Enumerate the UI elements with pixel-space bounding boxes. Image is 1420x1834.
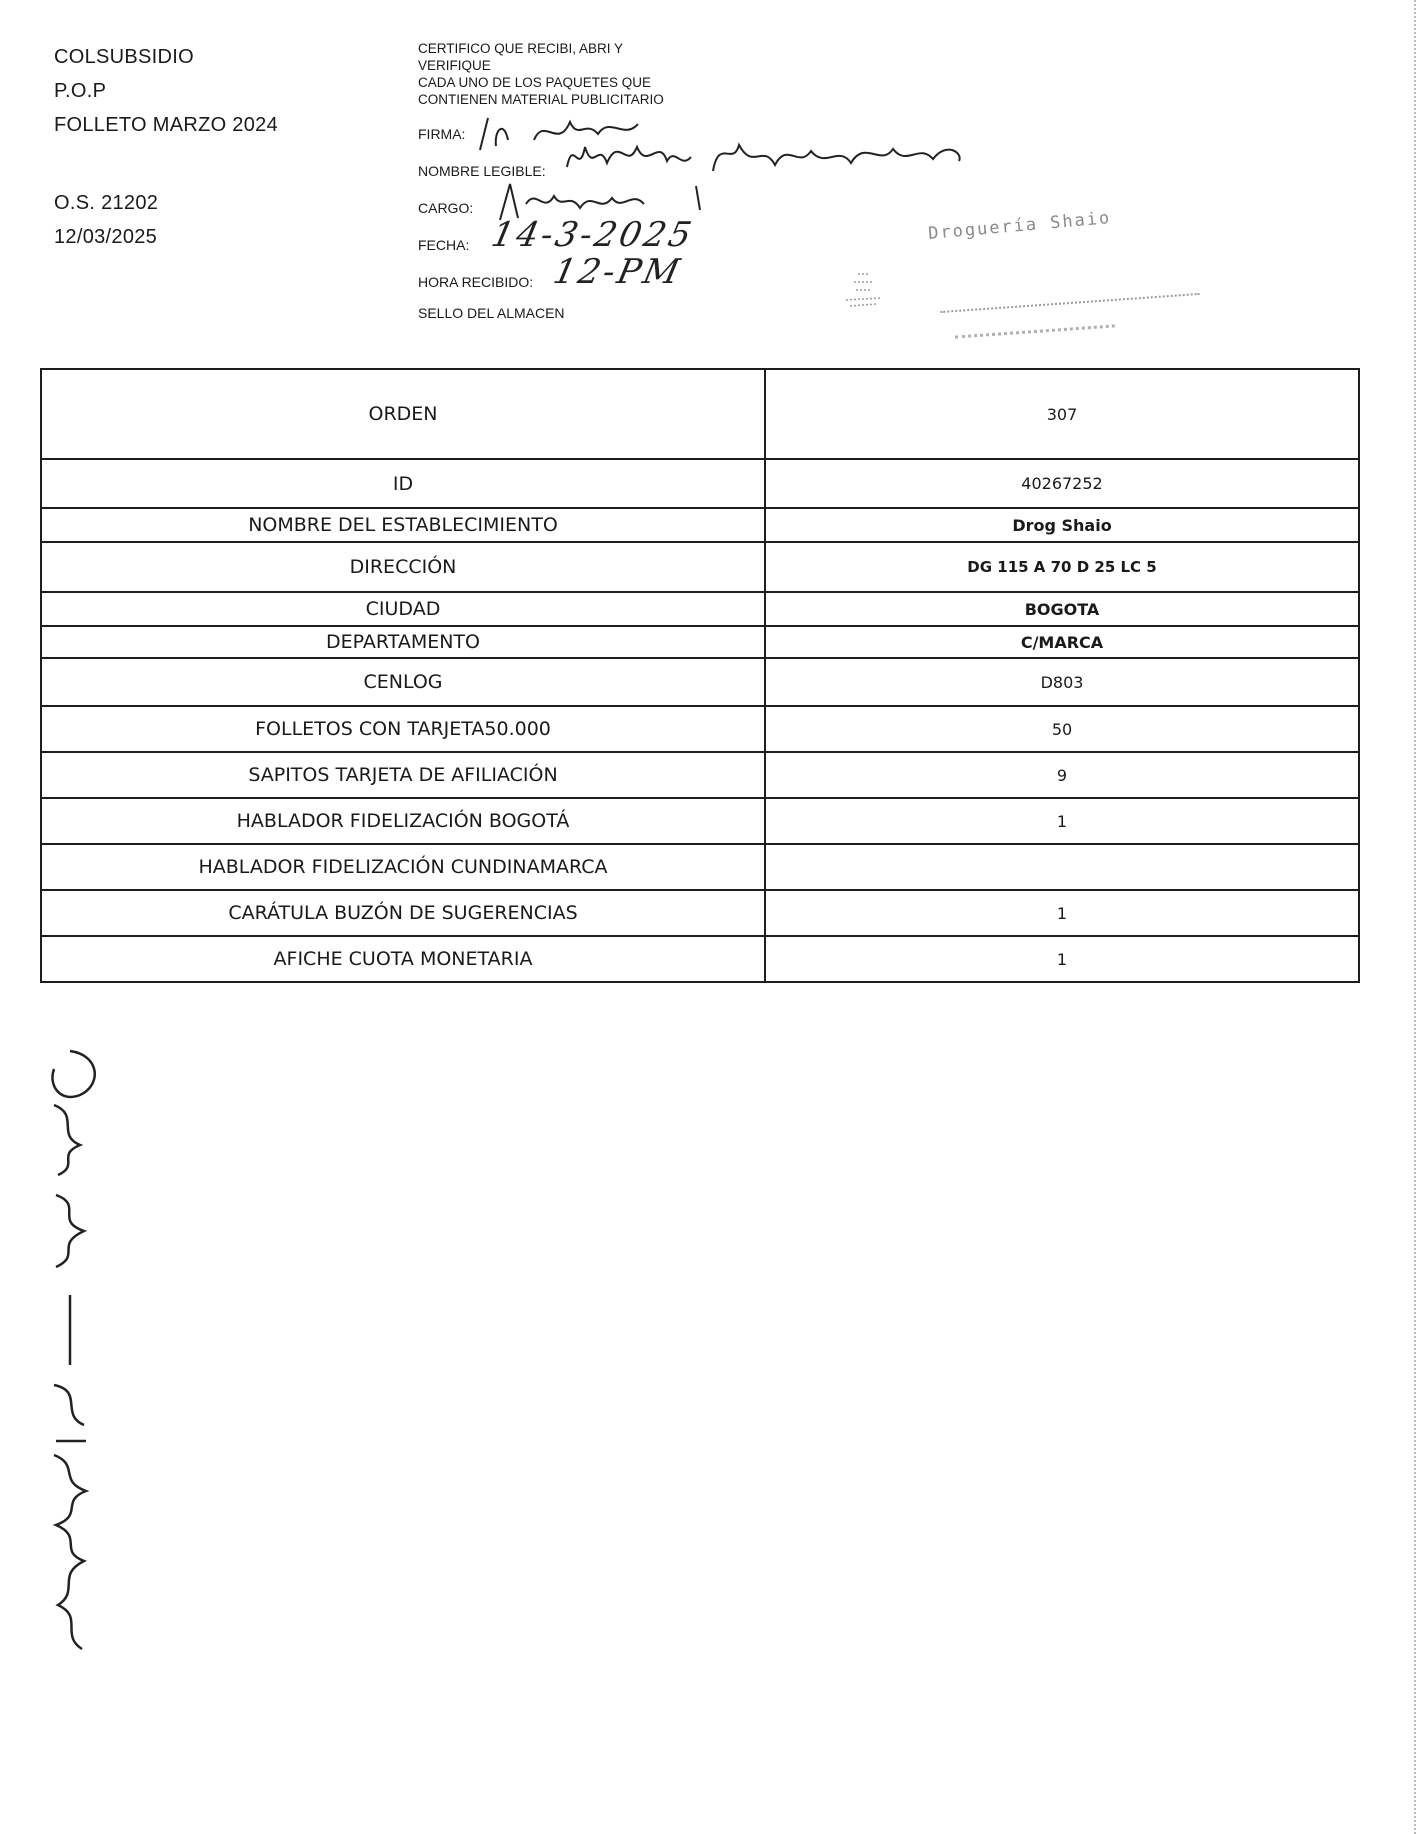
stamp-line-2 (955, 324, 1115, 339)
table-row (41, 890, 1359, 936)
row-value: Drog Shaio (765, 508, 1359, 542)
table-row (41, 508, 1359, 542)
document-date: 12/03/2025 (54, 226, 158, 248)
certificate-text (418, 40, 748, 108)
row-value: DG 115 A 70 D 25 LC 5 (765, 542, 1359, 592)
row-value: 9 (765, 752, 1359, 798)
hora-label: HORA RECIBIDO: (418, 274, 534, 290)
scan-edge (1414, 0, 1418, 1834)
table-row (41, 459, 1359, 508)
store-stamp: Droguería Shaio (927, 208, 1113, 244)
sello-label: SELLO DEL ALMACEN (418, 305, 565, 321)
cert-line-4: CONTIENEN MATERIAL PUBLICITARIO (418, 92, 664, 107)
table-row (41, 592, 1359, 626)
nombre-label: NOMBRE LEGIBLE: (418, 163, 546, 179)
fecha-handwritten: 14-3-2025 (487, 215, 698, 255)
row-label: CARÁTULA BUZÓN DE SUGERENCIAS (41, 890, 765, 936)
row-label: ORDEN (41, 369, 765, 459)
row-label: HABLADOR FIDELIZACIÓN CUNDINAMARCA (41, 844, 765, 890)
stamp-line (940, 293, 1200, 314)
hora-field (418, 252, 748, 301)
service-order: O.S. 21202 (54, 192, 159, 214)
row-label: NOMBRE DEL ESTABLECIMIENTO (41, 508, 765, 542)
table-row (41, 369, 1359, 459)
table-row (41, 706, 1359, 752)
row-value: 307 (765, 369, 1359, 459)
row-value: 1 (765, 936, 1359, 982)
row-label: FOLLETOS CON TARJETA50.000 (41, 706, 765, 752)
folleto-title: FOLLETO MARZO 2024 (54, 114, 278, 136)
delivery-table (40, 368, 1360, 983)
cert-line-1: CERTIFICO QUE RECIBI, ABRI Y (418, 41, 624, 56)
firma-label: FIRMA: (418, 126, 466, 142)
table-row (41, 658, 1359, 706)
certificate-block (418, 40, 748, 322)
row-label: CIUDAD (41, 592, 765, 626)
row-value: BOGOTA (765, 592, 1359, 626)
table-row (41, 936, 1359, 982)
row-value: 40267252 (765, 459, 1359, 508)
header-left (54, 40, 278, 254)
cert-line-3: CADA UNO DE LOS PAQUETES QUE (418, 75, 652, 90)
row-value: D803 (765, 658, 1359, 706)
row-label: AFICHE CUOTA MONETARIA (41, 936, 765, 982)
row-label: CENLOG (41, 658, 765, 706)
fecha-label: FECHA: (418, 237, 470, 253)
row-value: 1 (765, 890, 1359, 936)
cert-line-2: VERIFIQUE (418, 58, 491, 73)
cargo-label: CARGO: (418, 200, 474, 216)
hora-handwritten: 12-PM (549, 252, 686, 292)
company-name: COLSUBSIDIO (54, 46, 194, 68)
table-row (41, 844, 1359, 890)
stamp-mark-icon (840, 270, 886, 310)
row-label: DIRECCIÓN (41, 542, 765, 592)
table-row (41, 798, 1359, 844)
row-value (765, 844, 1359, 890)
row-value: 50 (765, 706, 1359, 752)
table-row (41, 626, 1359, 658)
row-value: C/MARCA (765, 626, 1359, 658)
row-value: 1 (765, 798, 1359, 844)
row-label: DEPARTAMENTO (41, 626, 765, 658)
pop-label: P.O.P (54, 80, 107, 102)
table-row (41, 542, 1359, 592)
table-row (41, 752, 1359, 798)
row-label: SAPITOS TARJETA DE AFILIACIÓN (41, 752, 765, 798)
vertical-signature (40, 1045, 110, 1665)
row-label: ID (41, 459, 765, 508)
row-label: HABLADOR FIDELIZACIÓN BOGOTÁ (41, 798, 765, 844)
